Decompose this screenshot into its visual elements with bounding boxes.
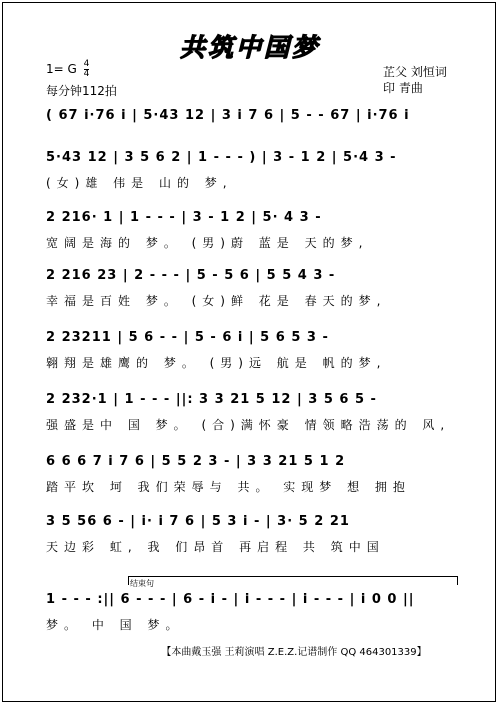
score-line-3 [0,210,500,270]
time-signature [84,60,90,79]
score-line-7 [0,454,500,514]
lyric-line-7: 踏平坎 坷 我们荣辱与 共。 实现梦 想 拥抱 [46,480,411,494]
score-line-8 [0,514,500,574]
notation-line-9: 1 - - - :|| 6 - - - | 6 - i - | i - - - | i - - - | i 0 0 || [46,592,415,607]
credits [383,64,447,96]
footer-credit: 【本曲戴玉强 王莉演唱 Z.E.Z.记谱制作 QQ 464301339】 [161,647,427,658]
score-line-5 [0,330,500,390]
lyric-line-4: 幸福是百姓 梦。 (女)鲜 花是 春天的梦, [46,294,387,308]
score-line-2 [0,150,500,210]
ending-label: 结束句 [130,579,154,588]
tempo-marking: 每分钟112拍 [46,84,117,98]
notation-line-6: 2 232·1 | 1 - - - ||: 3 3 21 5 12 | 3 5 6 5 - [46,392,377,407]
score-line-4 [0,268,500,328]
notation-line-5: 2 23211 | 5 6 - - | 5 - 6 i | 5 6 5 3 - [46,330,329,345]
lyric-line-2: (女)雄 伟是 山的 梦, [46,176,233,190]
score-line-9 [0,592,500,652]
notation-line-2: 5·43 12 | 3 5 6 2 | 1 - - - ) | 3 - 1 2 | 5·4 3 - [46,150,397,165]
lyric-line-8: 天边彩 虹, 我 们昂首 再启程 共 筑中国 [46,540,385,554]
notation-line-3: 2 216· 1 | 1 - - - | 3 - 1 2 | 5· 4 3 - [46,210,322,225]
lyricist: 芷父 刘恒词 [383,65,447,79]
key-signature [46,60,89,82]
notation-line-8: 3 5 56 6 - | i· i 7 6 | 5 3 i - | 3· 5 2 21 [46,514,350,529]
song-title: 共筑中国梦 [179,33,320,62]
notation-line-1: ( 67 i·76 i | 5·43 12 | 3 i 7 6 | 5 - - 67 | i·76 i [46,108,410,123]
ending-bracket [128,576,458,585]
lyric-line-9: 梦。 中 国 梦。 [46,618,184,632]
lyric-line-3: 宽阔是海的 梦。 (男)蔚 蓝是 天的梦, [46,236,369,250]
time-bottom: 4 [83,69,90,79]
time-top: 4 [83,59,90,69]
composer: 印 青曲 [383,81,423,95]
lyric-line-6: 强盛是中 国 梦。 (合)满怀豪 情领略浩荡的 风, [46,418,451,432]
lyric-line-5: 翱翔是雄鹰的 梦。 (男)远 航是 帆的梦, [46,356,387,370]
key-label: 1= G [46,62,77,76]
notation-line-4: 2 216 23 | 2 - - - | 5 - 5 6 | 5 5 4 3 - [46,268,336,283]
notation-line-7: 6 6 6 7 i 7 6 | 5 5 2 3 - | 3 3 21 5 1 2 [46,454,346,469]
score-line-6 [0,392,500,452]
